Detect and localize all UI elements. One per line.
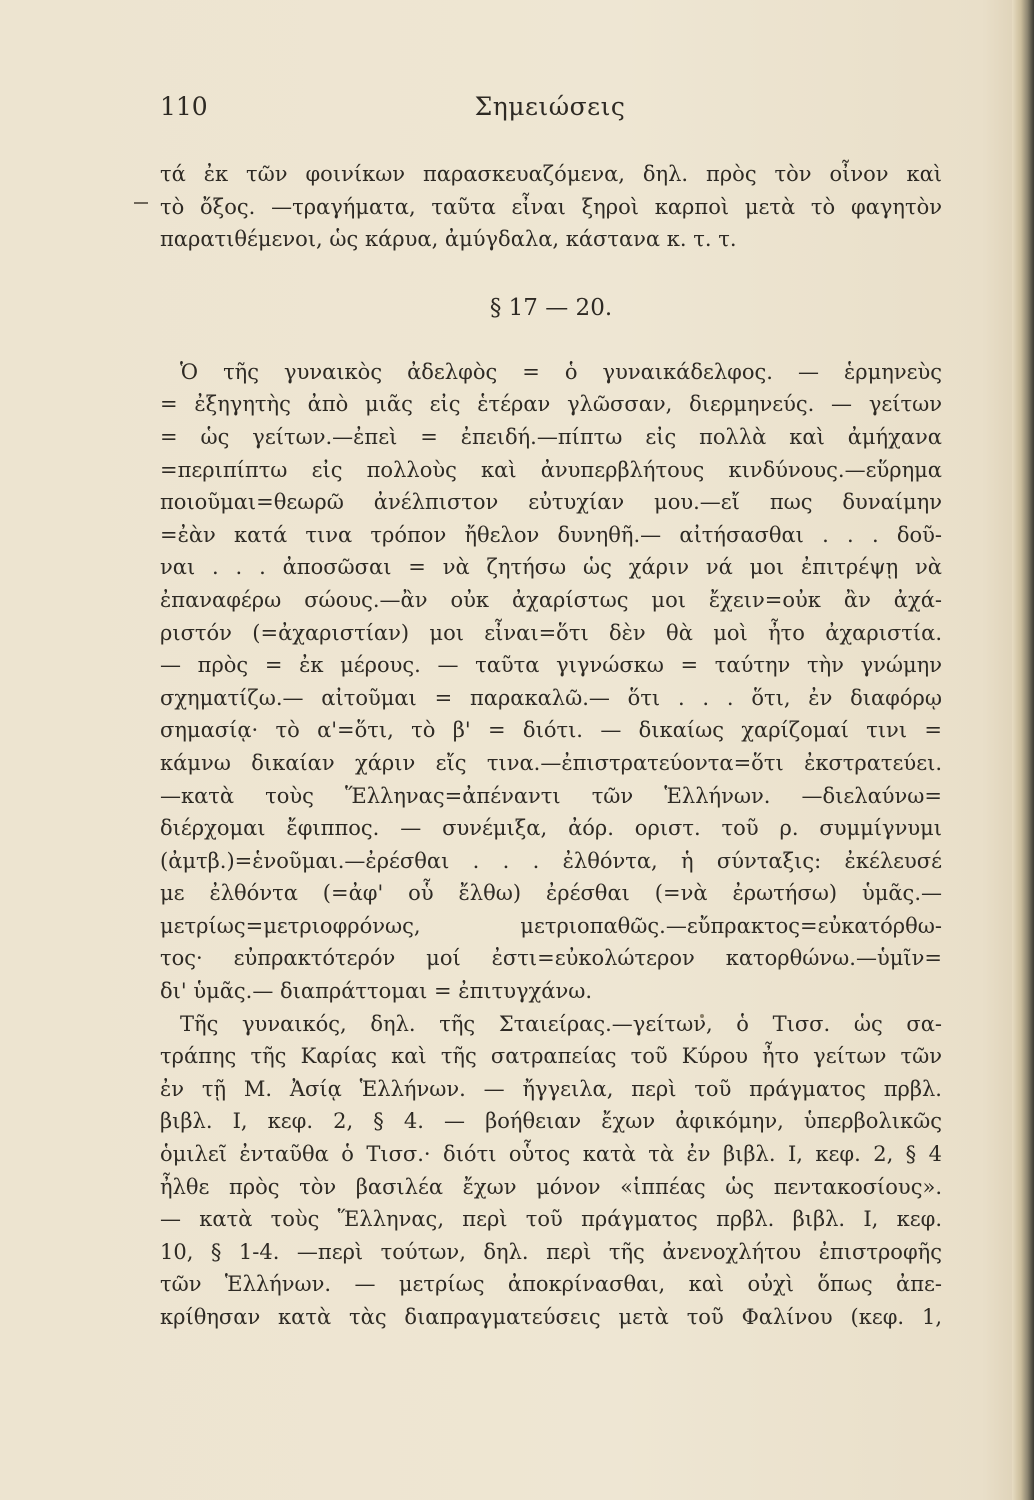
text-line: κάμνω δικαίαν χάριν εἴς τινα.—ἐπιστρατεύοντα=ὅτι ἐκστρατεύει. [160,750,942,775]
text-line: — πρὸς = ἐκ μέρους. — ταῦτα γιγνώσκω = ταύτην τὴν γνώμην [160,653,942,678]
text-line: =ἐὰν κατά τινα τρόπον ἤθελον δυνηθῆ.— αἰτήσασθαι . . . δοῦ- [160,522,942,547]
text-line: ριστόν (=ἀχαριστίαν) μοι εἶναι=ὅτι δὲν θὰ μοὶ ἦτο ἀχαριστία. [160,620,942,645]
text-line: (ἀμτβ.)=ἑνοῦμαι.—ἐρέσθαι . . . ἐλθόντα, ἡ σύνταξις: ἐκέλευσέ [160,848,942,873]
text-line: = ὡς γείτων.—ἐπεὶ = ἐπειδή.—πίπτω εἰς πολλὰ καὶ ἀμήχανα [160,424,942,449]
text-line: ναι . . . ἀποσῶσαι = νὰ ζητήσω ὡς χάριν νά μοι ἐπιτρέψῃ νὰ [160,555,942,580]
page-header [160,92,940,132]
text-line: δι' ὑμᾶς.— διαπράττομαι = ἐπιτυγχάνω. [160,979,593,1004]
text-line: ἐν τῇ Μ. Ἀσίᾳ Ἑλλήνων. — ἤγγειλα, περὶ τοῦ πράγματος πρβλ. [160,1076,942,1101]
text-line: Ὁ τῆς γυναικὸς ἀδελφὸς = ὁ γυναικάδελφος. — ἑρμηνεὺς [180,359,942,384]
text-line: ἐπαναφέρω σώους.—ἂν οὐκ ἀχαρίστως μοι ἔχειν=οὐκ ἂν ἀχά- [160,587,942,612]
page-edge-shadow [1012,0,1034,1500]
page-body [160,158,942,1334]
text-line: — κατὰ τοὺς Ἕλληνας, περὶ τοῦ πράγματος πρβλ. βιβλ. Ι, κεφ. [160,1207,942,1232]
section-heading: § 17 — 20. [489,294,613,321]
text-line: τὸ ὄξος. —τραγήματα, ταῦτα εἶναι ξηροὶ καρποὶ μετὰ τὸ φαγητὸν [160,194,942,219]
text-line: μετρίως=μετριοφρόνως, μετριοπαθῶς.—εὔπρακτος=εὐκατόρθω- [160,913,942,938]
text-line: σχηματίζω.— αἰτοῦμαι = παρακαλῶ.— ὅτι . . . ὅτι, ἐν διαφόρῳ [160,685,942,710]
text-line: διέρχομαι ἔφιππος. — συνέμιξα, ἀόρ. οριστ. τοῦ ρ. συμμίγνυμι [160,816,942,841]
running-head: Σημειώσεις [474,92,626,121]
text-line: βιβλ. Ι, κεφ. 2, § 4. — βοήθειαν ἔχων ἀφικόμην, ὑπερβολικῶς [160,1109,942,1134]
text-line: = ἐξηγητὴς ἀπὸ μιᾶς εἰς ἑτέραν γλῶσσαν, διερμηνεύς. — γείτων [160,392,942,417]
margin-mark [134,202,148,204]
text-line: =περιπίπτω εἰς πολλοὺς καὶ ἀνυπερβλήτους κινδύνους.—εὕρημα [160,457,942,482]
text-line: τά ἐκ τῶν φοινίκων παρασκευαζόμενα, δηλ. πρὸς τὸν οἶνον καὶ [160,162,942,186]
text-line: ποιοῦμαι=θεωρῶ ἀνέλπιστον εὐτυχίαν μου.—εἴ πως δυναίμην [160,490,942,515]
text-line: ὁμιλεῖ ἐνταῦθα ὁ Τισσ.· διότι οὗτος κατὰ τὰ ἐν βιβλ. Ι, κεφ. 2, § 4 [160,1142,942,1167]
text-line: ἦλθε πρὸς τὸν βασιλέα ἔχων μόνον «ἱππέας ὡς πεντακοσίους». [160,1174,942,1199]
text-line: τράπης τῆς Καρίας καὶ τῆς σατραπείας τοῦ Κύρου ἦτο γείτων τῶν [160,1044,942,1069]
text-line: κρίθησαν κατὰ τὰς διαπραγματεύσεις μετὰ τοῦ Φαλίνου (κεφ. 1, [160,1305,942,1329]
text-line: Τῆς γυναικός, δηλ. τῆς Σταιείρας.—γείτων, ὁ Τισσ. ὡς σα- [180,1011,942,1036]
text-line: —κατὰ τοὺς Ἕλληνας=ἀπέναντι τῶν Ἑλλήνων. —διελαύνω= [160,783,942,808]
text-line: τος· εὐπρακτότερόν μοί ἐστι=εὐκολώτερον κατορθώνω.—ὑμῖν= [160,946,942,971]
text-line: παρατιθέμενοι, ὡς κάρυα, ἀμύγδαλα, κάστανα κ. τ. τ. [160,227,737,252]
text-line: σημασίᾳ· τὸ α'=ὅτι, τὸ β' = διότι. — δικαίως χαρίζομαί τινι = [160,718,942,743]
text-line: με ἐλθόντα (=ἀφ' οὗ ἔλθω) ἐρέσθαι (=νὰ ἐρωτήσω) ὑμᾶς.— [160,881,942,906]
text-line: τῶν Ἑλλήνων. — μετρίως ἀποκρίνασθαι, καὶ οὐχὶ ὅπως ἀπε- [160,1272,942,1297]
page-number: 110 [160,92,208,121]
text-line: 10, § 1-4. —περὶ τούτων, δηλ. περὶ τῆς ἀνενοχλήτου ἐπιστροφῆς [160,1239,942,1264]
